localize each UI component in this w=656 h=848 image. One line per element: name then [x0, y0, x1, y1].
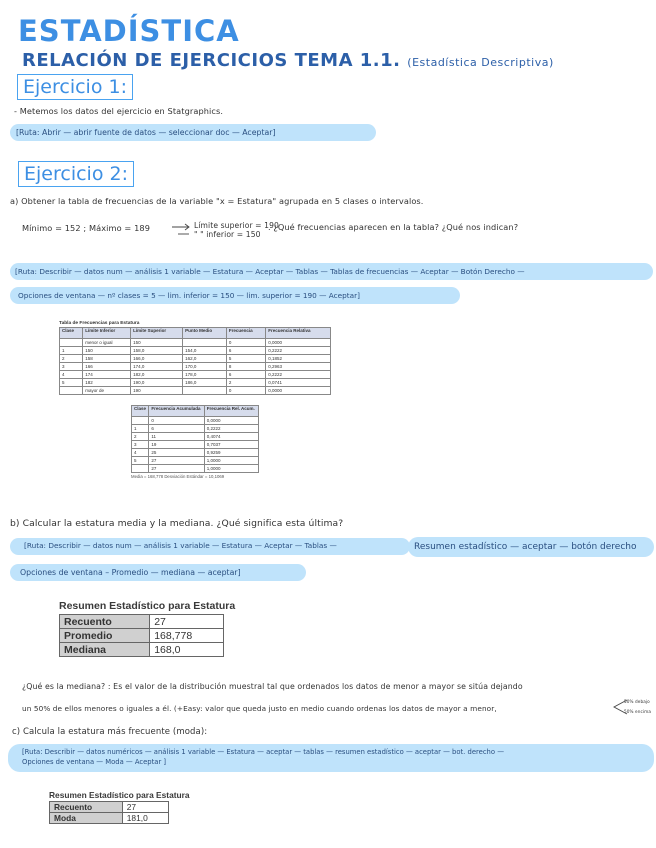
- table-cell: 0,0741: [266, 379, 331, 387]
- route-c1: [Ruta: Describir — datos numéricos — análisis 1 variable — Estatura — aceptar — tablas — resumen estadístico — aceptar — bot. derecho —: [22, 748, 504, 756]
- table-cell: 166,0: [131, 355, 183, 363]
- header-cell: Límite Inferior: [83, 328, 131, 339]
- table-cell: 190,0: [131, 379, 183, 387]
- table-cell: 6: [226, 371, 265, 379]
- table-cell: [60, 387, 83, 395]
- table-cell: 182,0: [131, 371, 183, 379]
- table-row: [132, 433, 259, 441]
- freq-table: [59, 327, 331, 395]
- table-cell: 0,2222: [204, 425, 258, 433]
- table-row: [60, 355, 331, 363]
- route-a1: [Ruta: Describir — datos num — análisis 1 variable — Estatura — Aceptar — Tablas — Tablas de frecuencias — Aceptar — Botón Derecho —: [15, 267, 525, 276]
- exercise-2-label: Ejercicio 2:: [18, 161, 134, 187]
- table-cell: 0,0000: [266, 339, 331, 347]
- route-b1: [Ruta: Describir — datos num — análisis 1 variable — Estatura — Aceptar — Tablas —: [24, 541, 337, 550]
- summary-row: [60, 643, 224, 657]
- table-cell: 27: [149, 465, 204, 473]
- cum-table-block: [131, 405, 259, 479]
- ex2-minmax: Mínimo = 152 ; Máximo = 189: [22, 223, 151, 233]
- table-cell: 0,4074: [204, 433, 258, 441]
- route-b1-big: Resumen estadístico — aceptar — botón derecho: [414, 542, 637, 552]
- summary-value: 27: [150, 615, 224, 629]
- table-cell: 174,0: [131, 363, 183, 371]
- table-cell: 4: [60, 371, 83, 379]
- median-question-2: un 50% de ellos menores o iguales a él. (+Easy: valor que queda justo en medio cuando ordenas los datos de mayor a menor,: [22, 704, 497, 713]
- table-cell: 0,2222: [266, 371, 331, 379]
- table-cell: 0: [226, 339, 265, 347]
- limit-lower: " " inferior = 150: [194, 230, 261, 239]
- header-cell: Frecuencia Acumulada: [149, 406, 204, 417]
- freq-table-block: [59, 321, 331, 395]
- exercise-1-label: Ejercicio 1:: [17, 74, 133, 100]
- ex2-limits: [194, 221, 279, 239]
- table-cell: 158: [83, 355, 131, 363]
- summary-row: [50, 802, 169, 813]
- table-cell: 6: [226, 347, 265, 355]
- table-cell: 0: [226, 387, 265, 395]
- table-cell: 11: [149, 433, 204, 441]
- table-row: [132, 441, 259, 449]
- subtitle-note: (Estadística Descriptiva): [407, 56, 554, 69]
- median-notes: [624, 697, 651, 717]
- table-cell: 6: [149, 425, 204, 433]
- summary-value: 181,0: [122, 813, 168, 824]
- ex2-question-a: . ¿Qué frecuencias aparecen en la tabla? ¿Qué nos indican?: [268, 222, 519, 232]
- table-row: [132, 457, 259, 465]
- table-row: [60, 371, 331, 379]
- table-cell: 150: [83, 347, 131, 355]
- table-row: [132, 465, 259, 473]
- table-cell: 27: [149, 457, 204, 465]
- summary-b-table: [59, 614, 224, 657]
- route-c2: Opciones de ventana — Moda — Aceptar ]: [22, 758, 167, 766]
- header-cell: Límite Superior: [131, 328, 183, 339]
- table-cell: 0,0000: [266, 387, 331, 395]
- table-cell: 2: [60, 355, 83, 363]
- table-cell: 158,0: [131, 347, 183, 355]
- summary-row: [60, 615, 224, 629]
- table-cell: 154,0: [183, 347, 227, 355]
- table-cell: 2: [132, 433, 149, 441]
- table-cell: 150: [131, 339, 183, 347]
- table-cell: 3: [60, 363, 83, 371]
- table-row: [132, 425, 259, 433]
- median-question-1: ¿Qué es la mediana? : Es el valor de la distribución muestral tal que ordenados los datos de menor a mayor se sitúa dejando: [22, 682, 523, 691]
- table-cell: 1: [60, 347, 83, 355]
- table-cell: 5: [226, 355, 265, 363]
- ex2-a-text: a) Obtener la tabla de frecuencias de la variable "x = Estatura" agrupada en 5 clases o intervalos.: [10, 196, 424, 206]
- table-cell: 1,0000: [204, 457, 258, 465]
- table-cell: 8: [226, 363, 265, 371]
- table-cell: 5: [132, 457, 149, 465]
- table-row: [60, 363, 331, 371]
- table-cell: [132, 417, 149, 425]
- table-cell: menor o igual: [83, 339, 131, 347]
- page-title: ESTADÍSTICA: [18, 14, 240, 48]
- table-cell: 0,1852: [266, 355, 331, 363]
- table-cell: 0,0000: [204, 417, 258, 425]
- table-cell: 5: [60, 379, 83, 387]
- table-cell: 1,0000: [204, 465, 258, 473]
- arrow-icon: [172, 222, 192, 236]
- subtitle-main: RELACIÓN DE EJERCICIOS TEMA 1.1.: [22, 50, 401, 71]
- table-row: [132, 449, 259, 457]
- summary-key: Recuento: [60, 615, 150, 629]
- summary-row: [50, 813, 169, 824]
- ex2-c-text: c) Calcula la estatura más frecuente (moda):: [12, 727, 208, 737]
- table-cell: 182: [83, 379, 131, 387]
- table-cell: 186,0: [183, 379, 227, 387]
- page-subtitle: [22, 50, 554, 71]
- table-row: [60, 387, 331, 395]
- cum-table-footer: Media = 168,778 Desviación Estándar = 10,1069: [131, 474, 225, 479]
- summary-key: Moda: [50, 813, 123, 824]
- header-cell: Frecuencia Relativa: [266, 328, 331, 339]
- summary-row: [60, 629, 224, 643]
- route-b2: Opciones de ventana – Promedio — mediana — aceptar]: [20, 568, 241, 577]
- summary-key: Mediana: [60, 643, 150, 657]
- median-note-2: 50% encima: [624, 709, 651, 714]
- ex1-route: [Ruta: Abrir — abrir fuente de datos — seleccionar doc — Aceptar]: [16, 128, 276, 137]
- table-cell: 4: [132, 449, 149, 457]
- table-cell: 162,0: [183, 355, 227, 363]
- summary-key: Promedio: [60, 629, 150, 643]
- table-cell: [132, 465, 149, 473]
- freq-header-row: [60, 328, 331, 339]
- freq-table-title: Tabla de Frecuencias para Estatura: [59, 321, 140, 326]
- route-a2: Opciones de ventana — nº clases = 5 — lim. inferior = 150 — lim. superior = 190 — Aceptar]: [18, 291, 360, 300]
- header-cell: Clase: [132, 406, 149, 417]
- summary-b-title: Resumen Estadístico para Estatura: [59, 600, 236, 612]
- summary-value: 27: [122, 802, 168, 813]
- table-cell: 190: [131, 387, 183, 395]
- table-cell: 19: [149, 441, 204, 449]
- table-cell: 0,2963: [266, 363, 331, 371]
- table-cell: 174: [83, 371, 131, 379]
- ex1-text: - Metemos los datos del ejercicio en Statgraphics.: [14, 106, 224, 116]
- table-cell: 178,0: [183, 371, 227, 379]
- table-cell: 3: [132, 441, 149, 449]
- header-cell: Clase: [60, 328, 83, 339]
- table-cell: 25: [149, 449, 204, 457]
- table-cell: [183, 387, 227, 395]
- table-cell: 0,2222: [266, 347, 331, 355]
- header-cell: Frecuencia Rel. Acum.: [204, 406, 258, 417]
- summary-c-block: [49, 790, 190, 824]
- header-cell: Punto Medio: [183, 328, 227, 339]
- summary-value: 168,0: [150, 643, 224, 657]
- table-cell: 0,9259: [204, 449, 258, 457]
- table-cell: [60, 339, 83, 347]
- table-row: [60, 379, 331, 387]
- cum-table: [131, 405, 259, 473]
- table-cell: 170,0: [183, 363, 227, 371]
- table-cell: mayor de: [83, 387, 131, 395]
- table-cell: 2: [226, 379, 265, 387]
- table-row: [60, 347, 331, 355]
- header-cell: Frecuencia: [226, 328, 265, 339]
- table-cell: [183, 339, 227, 347]
- median-note-1: 50% debajo: [624, 699, 650, 704]
- table-row: [132, 417, 259, 425]
- summary-c-table: [49, 801, 169, 824]
- summary-c-title: Resumen Estadístico para Estatura: [49, 790, 190, 800]
- table-cell: 0: [149, 417, 204, 425]
- summary-value: 168,778: [150, 629, 224, 643]
- limit-upper: Límite superior = 190: [194, 221, 279, 230]
- table-cell: 0,7037: [204, 441, 258, 449]
- cum-header-row: [132, 406, 259, 417]
- table-row: [60, 339, 331, 347]
- ex2-b-text: b) Calcular la estatura media y la mediana. ¿Qué significa esta última?: [10, 518, 344, 529]
- summary-key: Recuento: [50, 802, 123, 813]
- table-cell: 1: [132, 425, 149, 433]
- summary-b-block: [59, 600, 235, 657]
- table-cell: 166: [83, 363, 131, 371]
